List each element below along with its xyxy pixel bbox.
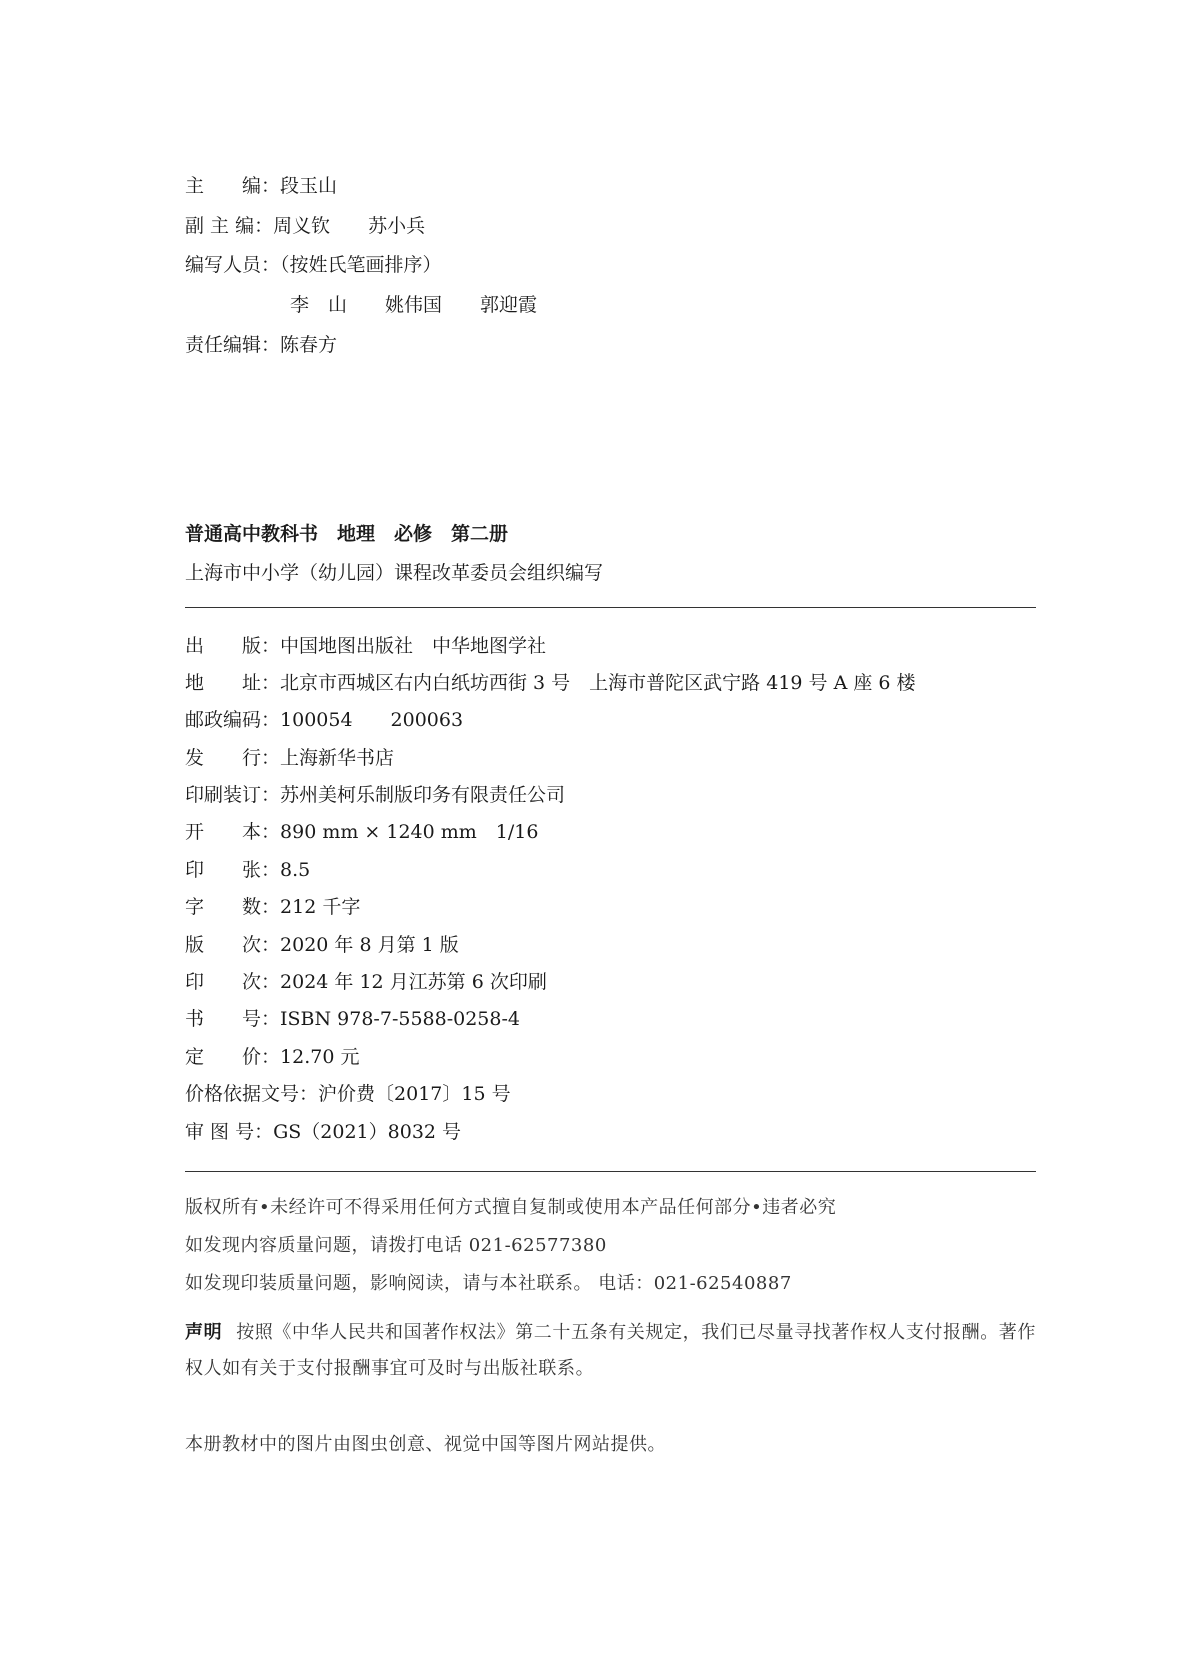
- deputy-editor-row: [185, 214, 425, 238]
- pub-label: 出 版：: [185, 635, 281, 657]
- writer-name: 郭迎霞: [480, 294, 538, 316]
- divider-top: [185, 607, 1036, 608]
- pub-value: 12.70 元: [280, 1046, 360, 1068]
- pub-value: 北京市西城区右内白纸坊西街 3 号 上海市普陀区武宁路 419 号 A 座 6 楼: [280, 672, 916, 694]
- pub-row: [185, 1082, 511, 1106]
- pub-label: 印 张：: [185, 859, 281, 881]
- responsible-editor-name: 陈春方: [280, 334, 338, 356]
- pub-value: 上海新华书店: [280, 747, 395, 769]
- pub-label: 邮政编码：: [185, 709, 281, 731]
- pub-value: 890 mm × 1240 mm 1/16: [280, 821, 539, 843]
- statement-paragraph: [185, 1315, 1036, 1387]
- pub-row: [185, 783, 565, 807]
- pub-value: ISBN 978-7-5588-0258-4: [280, 1008, 520, 1030]
- pub-value: 212 千字: [280, 896, 361, 918]
- pub-label: 价格依据文号：: [185, 1083, 319, 1105]
- pub-value: 苏州美柯乐制版印务有限责任公司: [280, 784, 566, 806]
- pub-row: [185, 1120, 461, 1144]
- book-compiler: 上海市中小学（幼儿园）课程改革委员会组织编写: [185, 562, 604, 584]
- pub-row: [185, 858, 310, 882]
- content-issue-notice: 如发现内容质量问题，请拨打电话 021-62577380: [185, 1235, 607, 1256]
- pub-value: 中国地图出版社 中华地图学社: [280, 635, 547, 657]
- print-issue-notice: 如发现印装质量问题，影响阅读，请与本社联系。 电话：021-62540887: [185, 1273, 792, 1294]
- statement-text: 按照《中华人民共和国著作权法》第二十五条有关规定，我们已尽量寻找著作权人支付报酬。著作权人如有关于支付报酬事宜可及时与出版社联系。: [185, 1322, 1036, 1379]
- image-credit: 本册教材中的图片由图虫创意、视觉中国等图片网站提供。: [185, 1434, 666, 1455]
- pub-label: 印 次：: [185, 971, 281, 993]
- pub-value: 2020 年 8 月第 1 版: [280, 934, 459, 956]
- pub-label: 开 本：: [185, 821, 281, 843]
- pub-row: [185, 671, 916, 695]
- pub-row: [185, 708, 463, 732]
- book-title: 普通高中教科书 地理 必修 第二册: [185, 523, 509, 545]
- writer-name: 李 山: [290, 294, 348, 316]
- pub-value: 2024 年 12 月江苏第 6 次印刷: [280, 971, 547, 993]
- copyright-notice: 版权所有•未经许可不得采用任何方式擅自复制或使用本产品任何部分•违者必究: [185, 1197, 837, 1218]
- writers-note: （按姓氏笔画排序）: [280, 254, 442, 276]
- pub-label: 地 址：: [185, 672, 281, 694]
- chief-editor-row: [185, 174, 337, 198]
- pub-label: 版 次：: [185, 934, 281, 956]
- chief-editor-label: 主 编：: [185, 175, 281, 197]
- pub-label: 发 行：: [185, 747, 281, 769]
- writers-row: [185, 253, 442, 277]
- deputy-editor-name: 周义钦: [273, 215, 331, 237]
- pub-label: 印刷装订：: [185, 784, 281, 806]
- pub-value: 沪价费〔2017〕15 号: [318, 1083, 511, 1105]
- responsible-editor-label: 责任编辑：: [185, 334, 281, 356]
- pub-value: 100054 200063: [280, 709, 464, 731]
- pub-value: 8.5: [280, 859, 311, 881]
- divider-bottom: [185, 1171, 1036, 1172]
- statement-lead: 声明: [185, 1322, 223, 1343]
- pub-row: [185, 933, 459, 957]
- pub-label: 书 号：: [185, 1008, 281, 1030]
- writers-names-row: [290, 293, 537, 317]
- pub-value: GS（2021）8032 号: [273, 1121, 462, 1143]
- deputy-editor-label: 副 主 编：: [185, 215, 274, 237]
- pub-row: [185, 970, 547, 994]
- writer-name: 姚伟国: [385, 294, 443, 316]
- pub-row: [185, 634, 546, 658]
- pub-label: 字 数：: [185, 896, 281, 918]
- pub-label: 审 图 号：: [185, 1121, 274, 1143]
- pub-row: [185, 746, 394, 770]
- responsible-editor-row: [185, 333, 337, 357]
- pub-row: [185, 1007, 520, 1031]
- pub-label: 定 价：: [185, 1046, 281, 1068]
- chief-editor-name: 段玉山: [280, 175, 338, 197]
- writers-label: 编写人员：: [185, 254, 281, 276]
- pub-row: [185, 895, 360, 919]
- pub-row: [185, 1045, 359, 1069]
- deputy-editor-name: 苏小兵: [368, 215, 426, 237]
- pub-row: [185, 820, 538, 844]
